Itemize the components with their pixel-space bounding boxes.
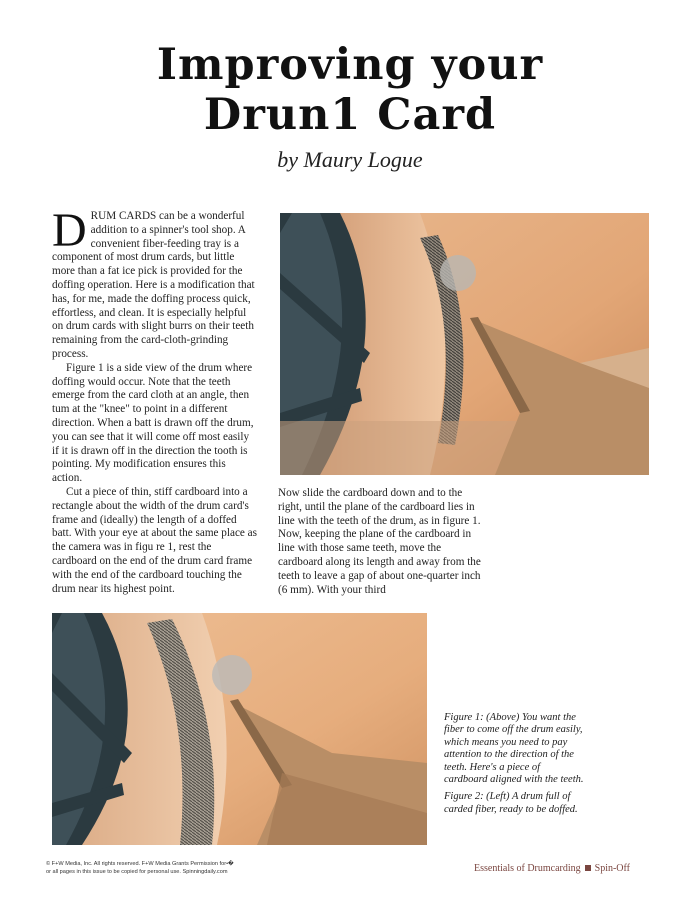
page-footer: [474, 863, 630, 874]
article-title: [0, 40, 700, 140]
copyright-notice: [46, 860, 336, 876]
paragraph-1-text: RUM CARDS can be a wonderful addition to a spinner's tool shop. A convenient fiber-feeding tray is a component of most drum cards, but little more than a fat ice pick is provided for the doffing operation. Here is a modification that has, for me, made the doffing process quick, effortless, and clean. It is especially helpful on drum cards with slight burrs on their teeth remaining from the card-cloth-grinding process.: [52, 210, 255, 360]
figure-1-photo: [280, 213, 649, 475]
figure-1-caption: Figure 1: (Above) You want the fiber to come off the drum easily, which means you need to pay attention to the direction of the teeth. Here's a piece of cardboard aligned with the teeth.: [444, 712, 584, 786]
copyright-line-2: or all pages in this issue to be copied for personal use. Spinningdaily.com: [46, 869, 228, 875]
copyright-line-1: © F+W Media, Inc. All rights reserved. F+W Media Grants Permission for•�: [46, 861, 234, 867]
figure-2-photo: [52, 613, 427, 845]
title-line-2: Drun1 Card: [203, 90, 497, 140]
figure-2-caption: Figure 2: (Left) A drum full of carded fiber, ready to be doffed.: [444, 791, 578, 815]
figure-captions: [444, 712, 584, 821]
paragraph-2: Figure 1 is a side view of the drum where doffing would occur. Note that the teeth emerge from the card cloth at an angle, then tum at the "knee" to point in a different direction. When a batt is drawn off the drum, you can see that it will come off most easily if it is drawn off in the direction the tooth is pointing. My modification ensures this action.: [52, 361, 254, 485]
drop-cap: D: [52, 204, 87, 257]
publication-name: Essentials of Drumcarding: [474, 863, 581, 874]
magazine-name: Spin-Off: [594, 863, 631, 874]
title-line-1: Improving your: [156, 40, 544, 90]
paragraph-1: [52, 204, 258, 362]
paragraph-3: Cut a piece of thin, stiff cardboard into a rectangle about the width of the drum card's frame and (ideally) the length of a doffed batt. With your eye at about the same place as the camera was in fiɡu re 1, rest the cardboard on the end of the drum card frame with the end of the cardboard touching the drum near its highest point.: [52, 485, 257, 595]
article-column-left: [52, 204, 258, 596]
paragraph-4: Now slide the cardboard down and to the right, until the plane of the cardboard lies in line with the teeth of the drum, as in figure 1. Now, keeping the plane of the cardboard in line with those same teeth, move the cardboard along its length and away from the teeth to leave a gap of about one-quarter inch (6 mm). With your third: [278, 487, 481, 596]
square-bullet-icon: [585, 865, 591, 871]
byline: by Maury Logue: [277, 147, 423, 172]
